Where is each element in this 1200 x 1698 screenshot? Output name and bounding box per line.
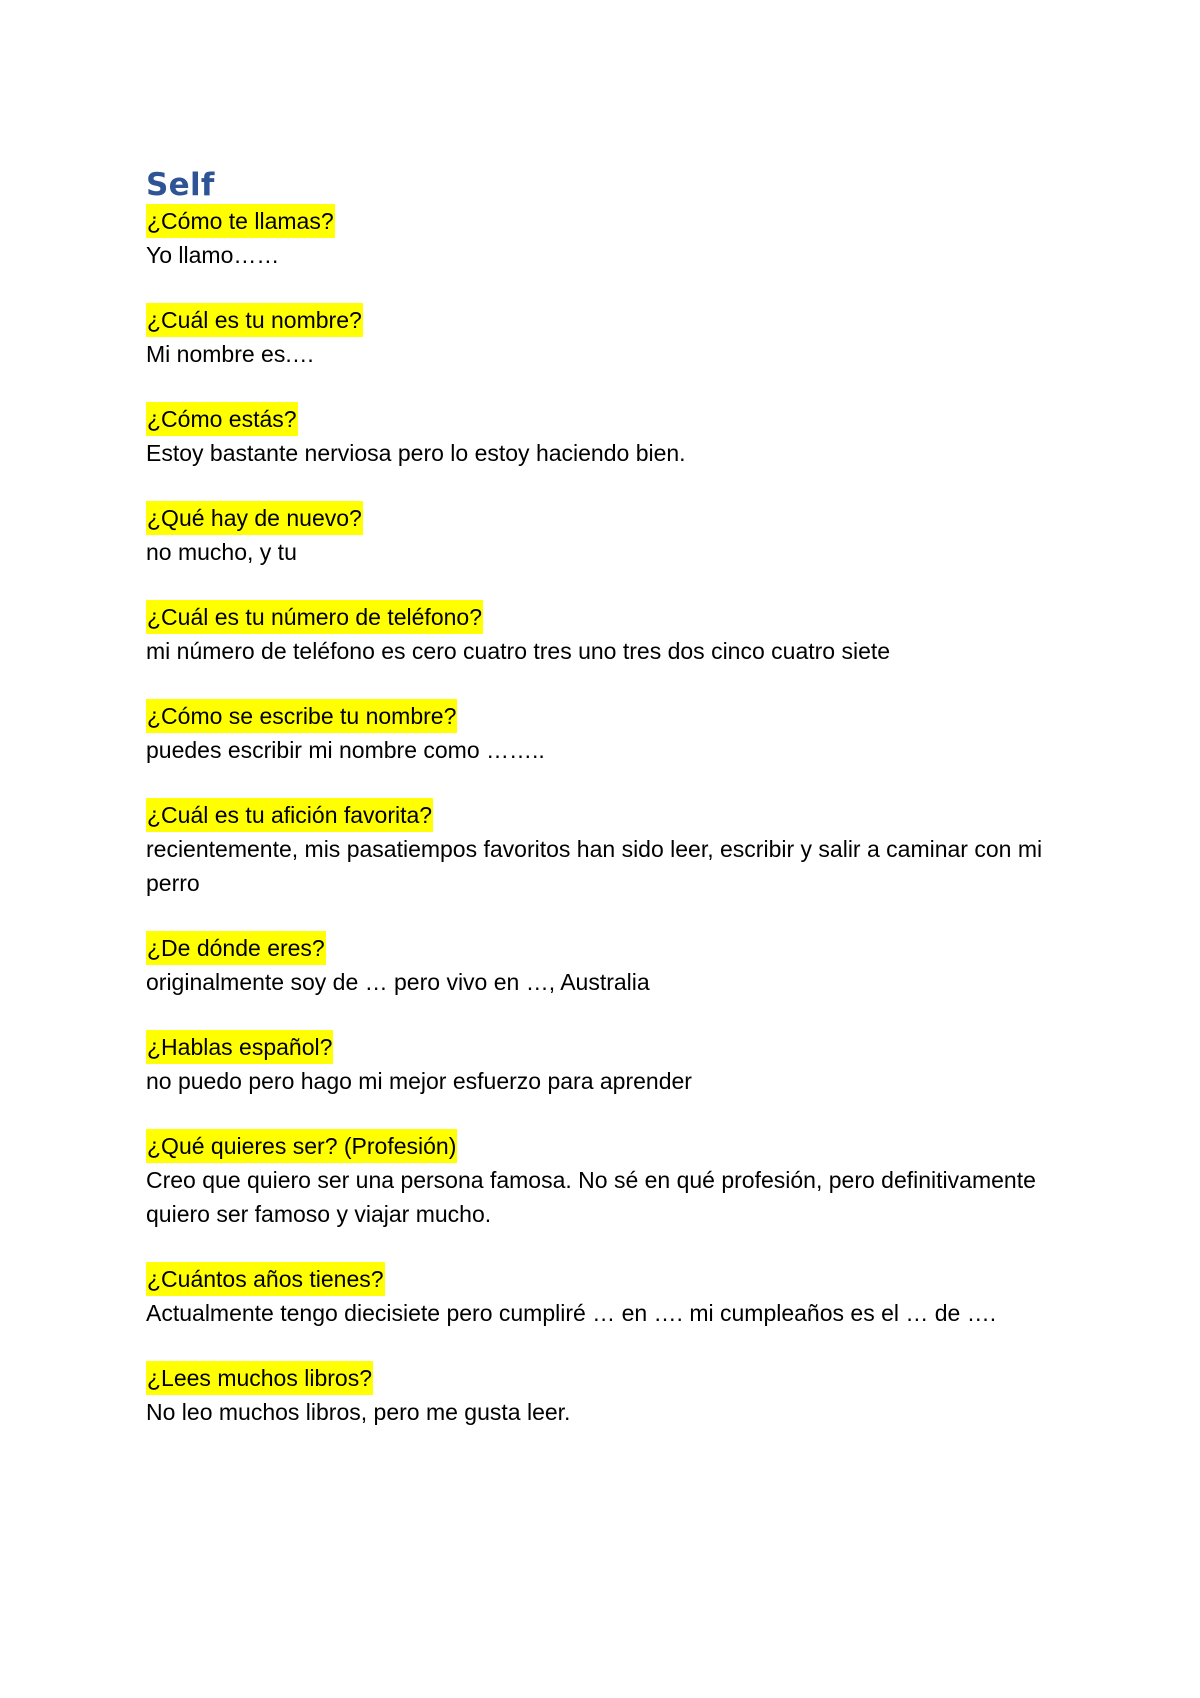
- answer-text: Mi nombre es.…: [146, 341, 315, 367]
- question-text: ¿Qué hay de nuevo?: [146, 501, 363, 535]
- answer-text: no puedo pero hago mi mejor esfuerzo para aprender: [146, 1068, 692, 1094]
- page-title: Self: [146, 167, 215, 203]
- question-text: ¿Qué quieres ser? (Profesión): [146, 1129, 457, 1163]
- question-text: ¿Cuál es tu nombre?: [146, 303, 363, 337]
- qa-item: [146, 204, 1066, 272]
- answer-text: Actualmente tengo diecisiete pero cumpliré … en …. mi cumpleaños es el … de ….: [146, 1300, 997, 1326]
- question-text: ¿Cómo te llamas?: [146, 204, 335, 238]
- question-text: ¿Lees muchos libros?: [146, 1361, 373, 1395]
- qa-item: [146, 798, 1066, 900]
- answer-text: Estoy bastante nerviosa pero lo estoy haciendo bien.: [146, 440, 686, 466]
- qa-item: [146, 501, 1066, 569]
- qa-item: [146, 699, 1066, 767]
- question-text: ¿Hablas español?: [146, 1030, 333, 1064]
- qa-item: [146, 1030, 1066, 1098]
- answer-text: Creo que quiero ser una persona famosa. No sé en qué profesión, pero definitivamente quiero ser famoso y viajar mucho.: [146, 1167, 1036, 1227]
- answer-text: originalmente soy de … pero vivo en …, Australia: [146, 969, 650, 995]
- question-text: ¿Cuántos años tienes?: [146, 1262, 385, 1296]
- question-text: ¿De dónde eres?: [146, 931, 326, 965]
- question-text: ¿Cómo estás?: [146, 402, 298, 436]
- qa-item: [146, 1361, 1066, 1429]
- qa-item: [146, 303, 1066, 371]
- qa-item: [146, 600, 1066, 668]
- qa-item: [146, 1129, 1066, 1231]
- qa-item: [146, 402, 1066, 470]
- answer-text: mi número de teléfono es cero cuatro tres uno tres dos cinco cuatro siete: [146, 638, 891, 664]
- qa-item: [146, 931, 1066, 999]
- answer-text: no mucho, y tu: [146, 539, 297, 565]
- question-text: ¿Cuál es tu número de teléfono?: [146, 600, 483, 634]
- question-text: ¿Cuál es tu afición favorita?: [146, 798, 433, 832]
- answer-text: No leo muchos libros, pero me gusta leer.: [146, 1399, 571, 1425]
- answer-text: puedes escribir mi nombre como ……..: [146, 737, 545, 763]
- answer-text: recientemente, mis pasatiempos favoritos han sido leer, escribir y salir a caminar con mi perro: [146, 836, 1043, 896]
- qa-item: [146, 1262, 1066, 1330]
- answer-text: Yo llamo……: [146, 242, 280, 268]
- question-text: ¿Cómo se escribe tu nombre?: [146, 699, 457, 733]
- document-body: [146, 166, 1066, 1460]
